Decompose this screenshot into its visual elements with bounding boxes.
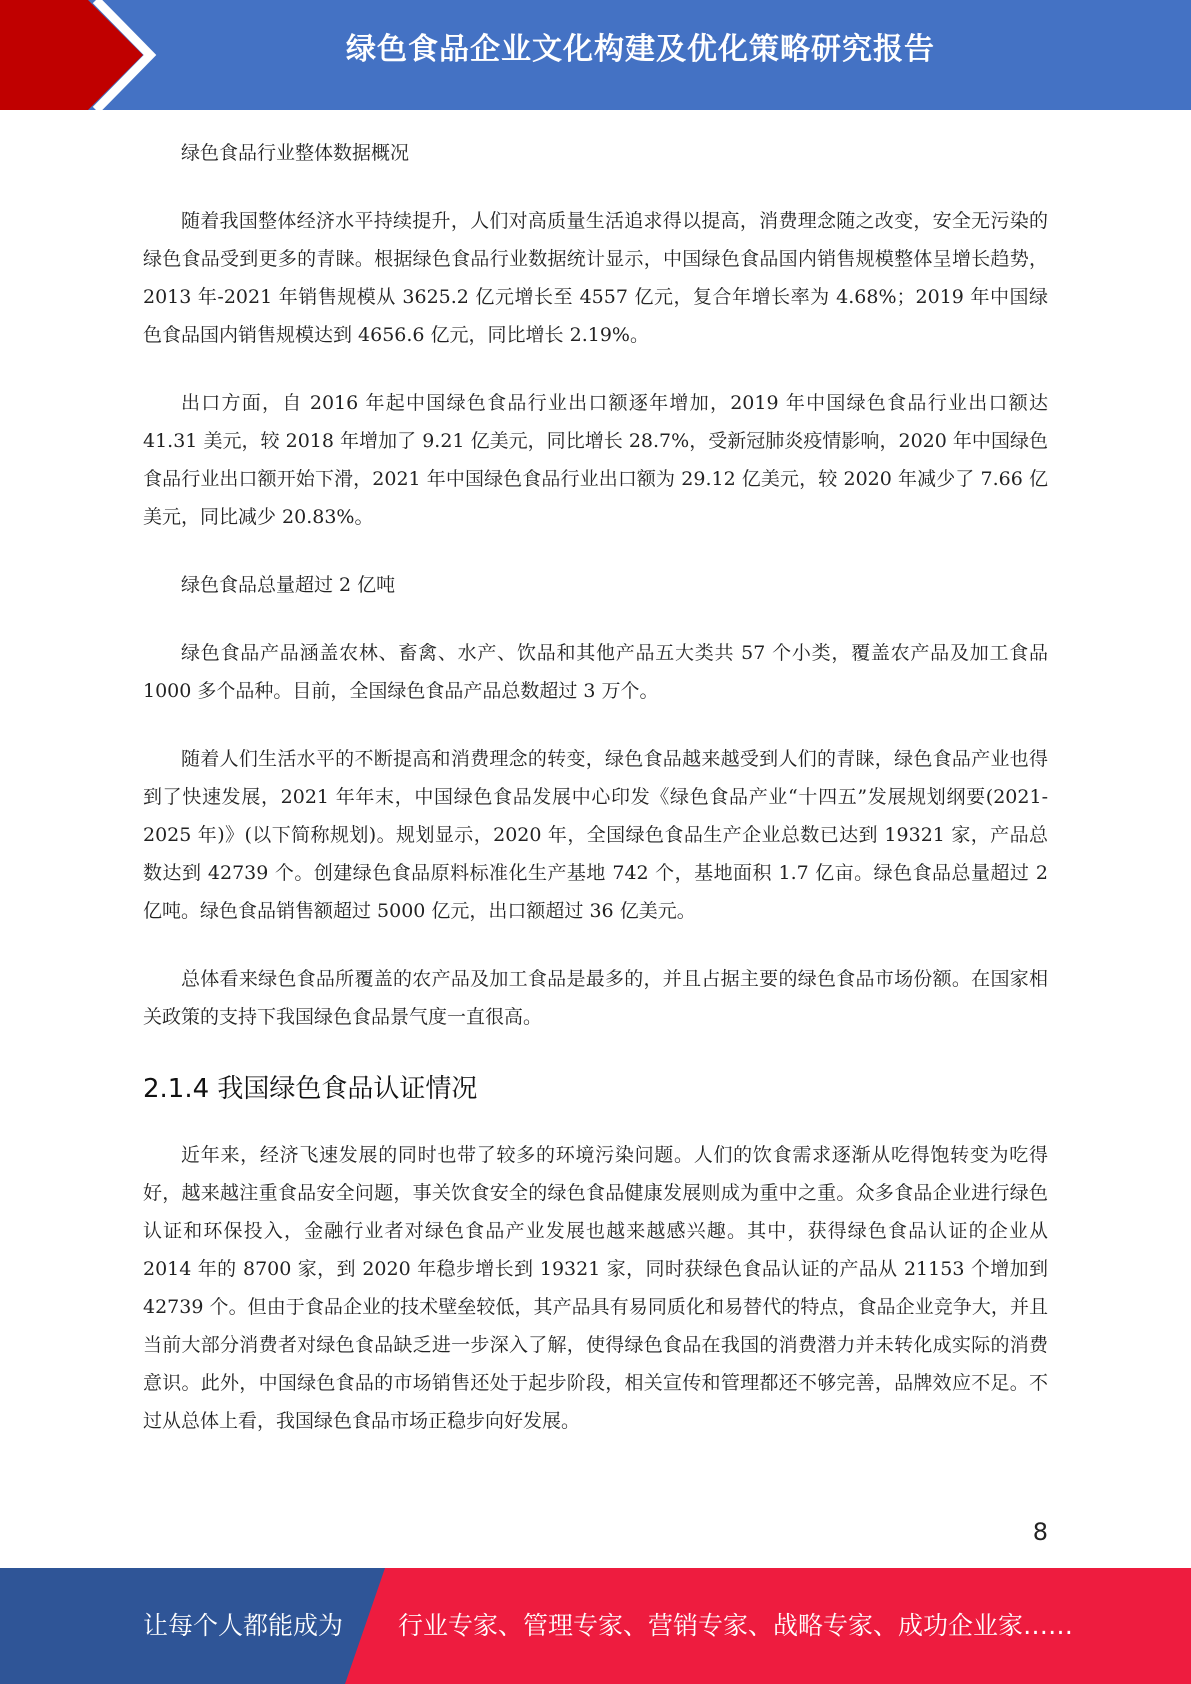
paragraph: 绿色食品产品涵盖农林、畜禽、水产、饮品和其他产品五大类共 57 个小类，覆盖农产品及加工食品 1000 多个品种。目前，全国绿色食品产品总数超过 3 万个。 (143, 642, 1048, 702)
page-header (0, 0, 1191, 110)
paragraph: 出口方面，自 2016 年起中国绿色食品行业出口额逐年增加，2019 年中国绿色食品行业出口额达 41.31 美元，较 2018 年增加了 9.21 亿美元，同比增长 28.7%，受新冠肺炎疫情影响，2020 年中国绿色食品行业出口额开始下滑，2021 年中国绿色食品行业出口额为 29.12 亿美元，较 2020 年减少了 7.66 亿美元，同比减少 20.83%。 (143, 392, 1048, 528)
paragraph: 随着我国整体经济水平持续提升，人们对高质量生活追求得以提高，消费理念随之改变，安全无污染的绿色食品受到更多的青睐。根据绿色食品行业数据统计显示，中国绿色食品国内销售规模整体呈增长趋势，2013 年-2021 年销售规模从 3625.2 亿元增长至 4557 亿元，复合年增长率为 4.68%；2019 年中国绿色食品国内销售规模达到 4656.6 亿元，同比增长 2.19%。 (143, 210, 1048, 346)
section-subheading: 绿色食品总量超过 2 亿吨 (181, 574, 396, 596)
paragraph: 近年来，经济飞速发展的同时也带了较多的环境污染问题。人们的饮食需求逐渐从吃得饱转变为吃得好，越来越注重食品安全问题，事关饮食安全的绿色食品健康发展则成为重中之重。众多食品企业进行绿色认证和环保投入，金融行业者对绿色食品产业发展也越来越感兴趣。其中，获得绿色食品认证的企业从 2014 年的 8700 家，到 2020 年稳步增长到 19321 家，同时获绿色食品认证的产品从 21153 个增加到 42739 个。但由于食品企业的技术壁垒较低，其产品具有易同质化和易替代的特点，食品企业竞争大，并且当前大部分消费者对绿色食品缺乏进一步深入了解，使得绿色食品在我国的消费潜力并未转化成实际的消费意识。此外，中国绿色食品的市场销售还处于起步阶段，相关宣传和管理都还不够完善，品牌效应不足。不过从总体上看，我国绿色食品市场正稳步向好发展。 (143, 1144, 1048, 1432)
paragraph: 总体看来绿色食品所覆盖的农产品及加工食品是最多的，并且占据主要的绿色食品市场份额。在国家相关政策的支持下我国绿色食品景气度一直很高。 (143, 968, 1048, 1028)
report-title: 绿色食品企业文化构建及优化策略研究报告 (346, 32, 935, 67)
section-heading: 2.1.4 我国绿色食品认证情况 (143, 1074, 478, 1104)
page-number: 8 (1032, 1518, 1048, 1546)
header-chevron-decoration (0, 0, 160, 110)
footer-slogan-right: 行业专家、管理专家、营销专家、战略专家、成功企业家…… (398, 1611, 1074, 1640)
paragraph: 随着人们生活水平的不断提高和消费理念的转变，绿色食品越来越受到人们的青睐，绿色食品产业也得到了快速发展，2021 年年末，中国绿色食品发展中心印发《绿色食品产业“十四五”发展规划纲要(2021-2025 年)》(以下简称规划)。规划显示，2020 年，全国绿色食品生产企业总数已达到 19321 家，产品总数达到 42739 个。创建绿色食品原料标准化生产基地 742 个，基地面积 1.7 亿亩。绿色食品总量超过 2 亿吨。绿色食品销售额超过 5000 亿元，出口额超过 36 亿美元。 (143, 748, 1048, 922)
page-body (143, 134, 1048, 1470)
footer-slogan-left: 让每个人都能成为 (143, 1611, 344, 1640)
section-subheading: 绿色食品行业整体数据概况 (181, 142, 410, 164)
page-footer (0, 1568, 1191, 1684)
